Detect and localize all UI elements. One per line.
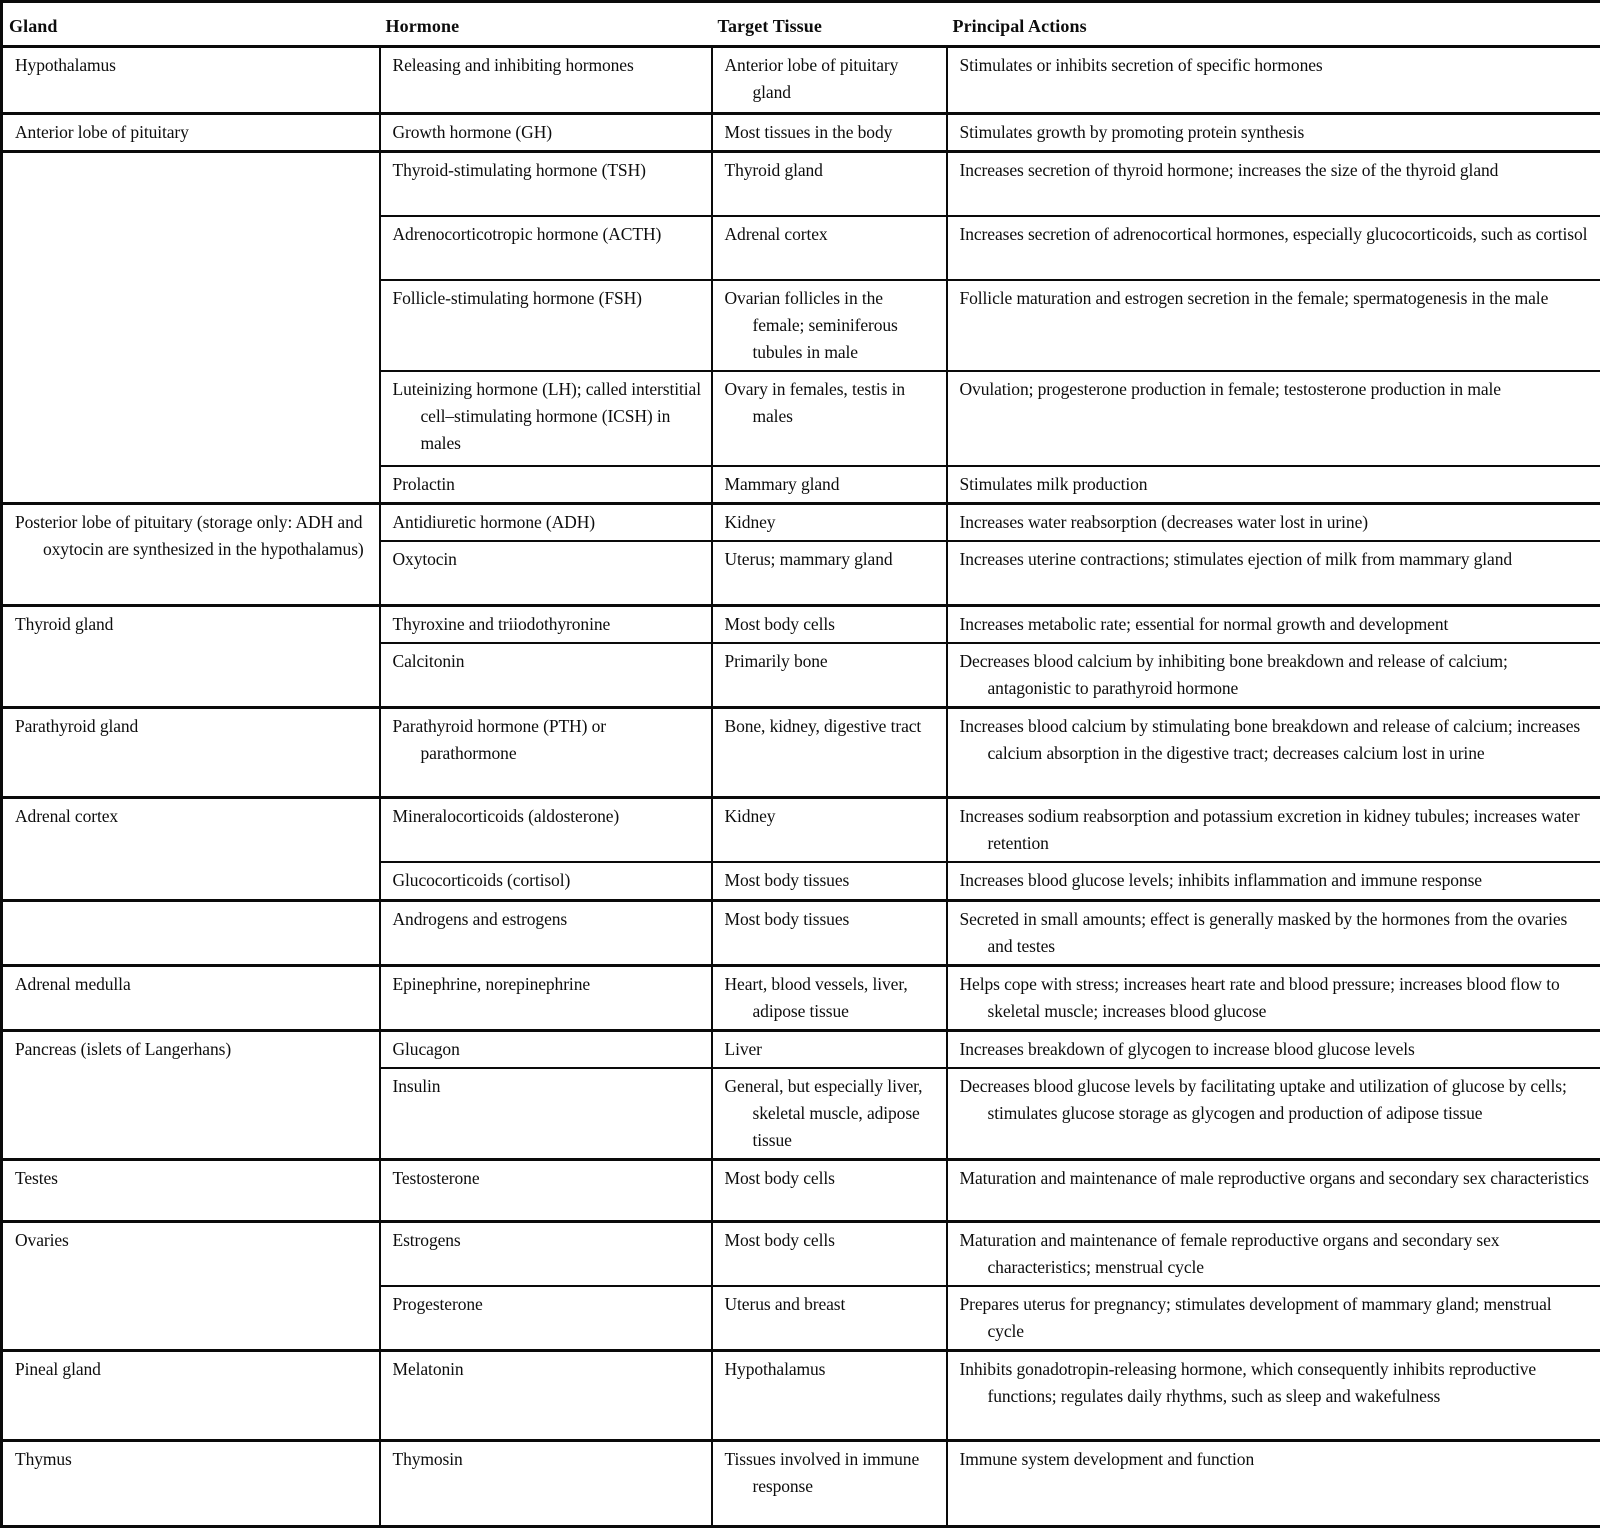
target-tissue-cell: Primarily bone — [712, 643, 947, 708]
principal-actions-cell: Stimulates growth by promoting protein synthesis — [947, 114, 1600, 152]
gland-cell: Hypothalamus — [2, 47, 380, 114]
target-tissue-cell: Most tissues in the body — [712, 114, 947, 152]
hormone-cell: Thymosin — [380, 1441, 712, 1527]
principal-actions-cell: Increases uterine contractions; stimulates ejection of milk from mammary gland — [947, 541, 1600, 605]
table-row — [2, 47, 1600, 114]
target-tissue-cell: Tissues involved in immune response — [712, 1441, 947, 1527]
hormone-cell: Prolactin — [380, 466, 712, 504]
hormone-cell: Melatonin — [380, 1351, 712, 1441]
principal-actions-cell: Prepares uterus for pregnancy; stimulates development of mammary gland; menstrual cycle — [947, 1286, 1600, 1351]
principal-actions-cell: Increases blood glucose levels; inhibits inflammation and immune response — [947, 862, 1600, 900]
col-header-target-tissue: Target Tissue — [712, 2, 947, 47]
target-tissue-cell: Thyroid gland — [712, 152, 947, 216]
principal-actions-cell: Increases breakdown of glycogen to increase blood glucose levels — [947, 1030, 1600, 1068]
target-tissue-cell: Liver — [712, 1030, 947, 1068]
hormone-cell: Insulin — [380, 1068, 712, 1160]
principal-actions-cell: Increases secretion of adrenocortical hormones, especially glucocorticoids, such as cortisol — [947, 216, 1600, 280]
principal-actions-cell: Ovulation; progesterone production in female; testosterone production in male — [947, 371, 1600, 466]
table-row — [2, 708, 1600, 798]
table-row — [2, 1222, 1600, 1287]
gland-cell: Anterior lobe of pituitary — [2, 114, 380, 152]
hormone-cell: Progesterone — [380, 1286, 712, 1351]
target-tissue-cell: Kidney — [712, 503, 947, 541]
principal-actions-cell: Maturation and maintenance of female reproductive organs and secondary sex characteristics; menstrual cycle — [947, 1222, 1600, 1287]
target-tissue-cell: General, but especially liver, skeletal muscle, adipose tissue — [712, 1068, 947, 1160]
principal-actions-cell: Decreases blood calcium by inhibiting bone breakdown and release of calcium; antagonistic to parathyroid hormone — [947, 643, 1600, 708]
principal-actions-cell: Increases sodium reabsorption and potassium excretion in kidney tubules; increases water retention — [947, 798, 1600, 863]
hormone-cell: Estrogens — [380, 1222, 712, 1287]
table-row — [2, 900, 1600, 965]
target-tissue-cell: Most body tissues — [712, 900, 947, 965]
hormone-cell: Luteinizing hormone (LH); called interstitial cell–stimulating hormone (ICSH) in males — [380, 371, 712, 466]
gland-cell: Adrenal medulla — [2, 965, 380, 1030]
principal-actions-cell: Increases metabolic rate; essential for normal growth and development — [947, 605, 1600, 643]
hormone-cell: Releasing and inhibiting hormones — [380, 47, 712, 114]
target-tissue-cell: Ovary in females, testis in males — [712, 371, 947, 466]
principal-actions-cell: Decreases blood glucose levels by facilitating uptake and utilization of glucose by cells; stimulates glucose storage as glycogen and production of adipose tissue — [947, 1068, 1600, 1160]
gland-cell: Posterior lobe of pituitary (storage only: ADH and oxytocin are synthesized in the hypothalamus) — [2, 503, 380, 605]
target-tissue-cell: Adrenal cortex — [712, 216, 947, 280]
principal-actions-cell: Maturation and maintenance of male reproductive organs and secondary sex characteristics — [947, 1160, 1600, 1222]
hormone-cell: Calcitonin — [380, 643, 712, 708]
gland-cell — [2, 900, 380, 965]
table-header — [2, 2, 1600, 47]
table-row — [2, 503, 1600, 541]
principal-actions-cell: Follicle maturation and estrogen secretion in the female; spermatogenesis in the male — [947, 280, 1600, 371]
hormone-cell: Follicle-stimulating hormone (FSH) — [380, 280, 712, 371]
hormone-cell: Thyroxine and triiodothyronine — [380, 605, 712, 643]
principal-actions-cell: Inhibits gonadotropin-releasing hormone, which consequently inhibits reproductive functions; regulates daily rhythms, such as sleep and wakefulness — [947, 1351, 1600, 1441]
table-row — [2, 152, 1600, 216]
table-row — [2, 114, 1600, 152]
target-tissue-cell: Bone, kidney, digestive tract — [712, 708, 947, 798]
gland-cell: Pineal gland — [2, 1351, 380, 1441]
gland-cell: Adrenal cortex — [2, 798, 380, 901]
target-tissue-cell: Uterus; mammary gland — [712, 541, 947, 605]
target-tissue-cell: Mammary gland — [712, 466, 947, 504]
table-row — [2, 798, 1600, 863]
target-tissue-cell: Most body cells — [712, 1160, 947, 1222]
principal-actions-cell: Increases water reabsorption (decreases water lost in urine) — [947, 503, 1600, 541]
hormone-cell: Antidiuretic hormone (ADH) — [380, 503, 712, 541]
gland-cell: Thymus — [2, 1441, 380, 1527]
gland-cell: Ovaries — [2, 1222, 380, 1351]
hormone-cell: Oxytocin — [380, 541, 712, 605]
table-row — [2, 605, 1600, 643]
col-header-hormone: Hormone — [380, 2, 712, 47]
hormone-cell: Growth hormone (GH) — [380, 114, 712, 152]
table-row — [2, 965, 1600, 1030]
target-tissue-cell: Ovarian follicles in the female; seminiferous tubules in male — [712, 280, 947, 371]
principal-actions-cell: Helps cope with stress; increases heart rate and blood pressure; increases blood flow to skeletal muscle; increases blood glucose — [947, 965, 1600, 1030]
gland-cell: Thyroid gland — [2, 605, 380, 708]
hormone-cell: Glucocorticoids (cortisol) — [380, 862, 712, 900]
col-header-principal-actions: Principal Actions — [947, 2, 1600, 47]
target-tissue-cell: Uterus and breast — [712, 1286, 947, 1351]
table-row — [2, 1441, 1600, 1527]
table-row — [2, 1160, 1600, 1222]
hormone-cell: Mineralocorticoids (aldosterone) — [380, 798, 712, 863]
target-tissue-cell: Hypothalamus — [712, 1351, 947, 1441]
table-row — [2, 1351, 1600, 1441]
principal-actions-cell: Immune system development and function — [947, 1441, 1600, 1527]
target-tissue-cell: Most body cells — [712, 1222, 947, 1287]
gland-cell: Pancreas (islets of Langerhans) — [2, 1030, 380, 1160]
principal-actions-cell: Stimulates milk production — [947, 466, 1600, 504]
target-tissue-cell: Anterior lobe of pituitary gland — [712, 47, 947, 114]
header-row — [2, 2, 1600, 47]
hormone-cell: Epinephrine, norepinephrine — [380, 965, 712, 1030]
principal-actions-cell: Stimulates or inhibits secretion of specific hormones — [947, 47, 1600, 114]
hormone-cell: Parathyroid hormone (PTH) or parathormone — [380, 708, 712, 798]
principal-actions-cell: Increases secretion of thyroid hormone; increases the size of the thyroid gland — [947, 152, 1600, 216]
hormone-cell: Testosterone — [380, 1160, 712, 1222]
gland-cell — [2, 152, 380, 504]
target-tissue-cell: Kidney — [712, 798, 947, 863]
hormone-cell: Androgens and estrogens — [380, 900, 712, 965]
target-tissue-cell: Most body tissues — [712, 862, 947, 900]
principal-actions-cell: Increases blood calcium by stimulating bone breakdown and release of calcium; increases calcium absorption in the digestive tract; decreases calcium lost in urine — [947, 708, 1600, 798]
hormone-cell: Glucagon — [380, 1030, 712, 1068]
hormone-cell: Adrenocorticotropic hormone (ACTH) — [380, 216, 712, 280]
table-body — [2, 47, 1600, 1527]
hormone-cell: Thyroid-stimulating hormone (TSH) — [380, 152, 712, 216]
gland-cell: Parathyroid gland — [2, 708, 380, 798]
table-row — [2, 1030, 1600, 1068]
col-header-gland: Gland — [2, 2, 380, 47]
gland-cell: Testes — [2, 1160, 380, 1222]
target-tissue-cell: Most body cells — [712, 605, 947, 643]
target-tissue-cell: Heart, blood vessels, liver, adipose tissue — [712, 965, 947, 1030]
principal-actions-cell: Secreted in small amounts; effect is generally masked by the hormones from the ovaries and testes — [947, 900, 1600, 965]
